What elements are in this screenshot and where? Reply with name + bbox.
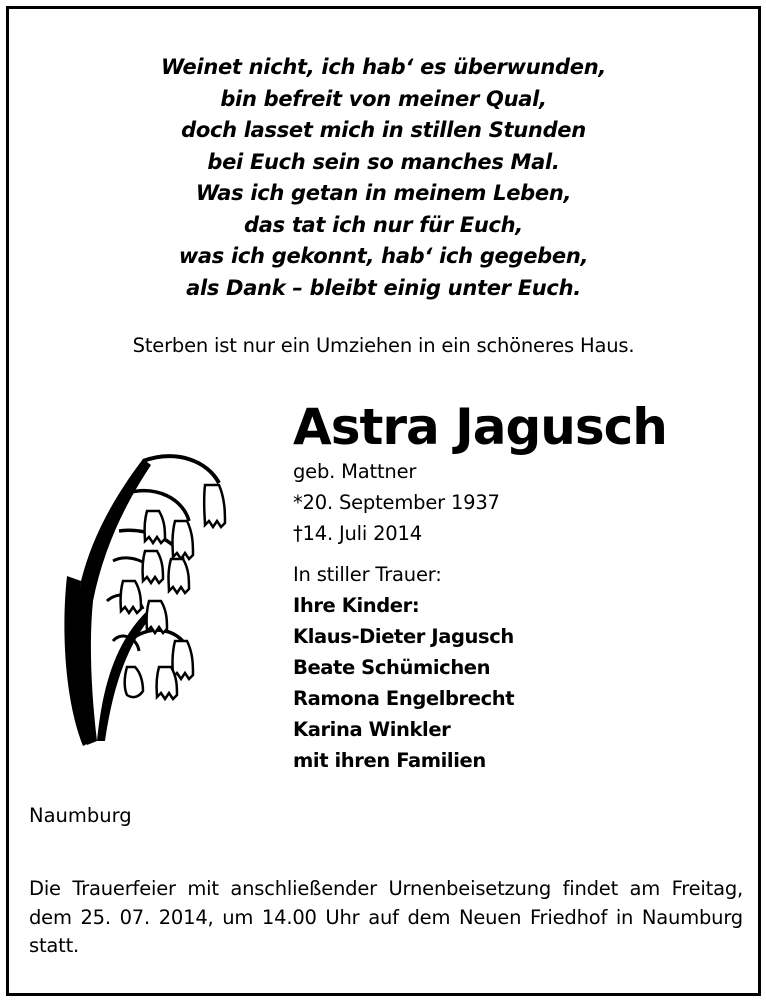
poem-line: bin befreit von meiner Qual, — [220, 86, 547, 111]
mourner-name: Klaus-Dieter Jagusch — [293, 625, 514, 648]
mourners-intro: In stiller Trauer: — [293, 563, 442, 586]
deceased-name: Astra Jagusch — [293, 398, 667, 456]
mourners-closing: mit ihren Familien — [293, 749, 486, 772]
funeral-notice: Die Trauerfeier mit anschließender Urnenbeisetzung findet am Freitag, dem 25. 07. 2014, um 14.00 Uhr auf dem Neuen Friedhof in Naumburg statt. — [29, 877, 743, 957]
lily-of-the-valley-icon — [47, 441, 227, 753]
birth-name: geb. Mattner — [293, 460, 417, 483]
motto: Sterben ist nur ein Umziehen in ein schöneres Haus. — [132, 334, 635, 357]
mourner-name: Karina Winkler — [293, 718, 451, 741]
poem-line: Was ich getan in meinem Leben, — [195, 181, 572, 205]
poem-line: was ich gekonnt, hab‘ ich gegeben, — [178, 244, 589, 268]
mourners-heading: Ihre Kinder: — [293, 594, 420, 617]
deceased-details — [293, 456, 514, 776]
poem-line: als Dank – bleibt einig unter Euch. — [186, 275, 581, 300]
poem-line: bei Euch sein so manches Mal. — [207, 149, 560, 174]
obituary-notice — [6, 6, 761, 996]
poem-line: doch lasset mich in stillen Stunden — [181, 118, 586, 142]
poem — [9, 52, 758, 304]
place-name: Naumburg — [29, 804, 132, 827]
death-date: †14. Juli 2014 — [293, 522, 422, 545]
poem-line: Weinet nicht, ich hab‘ es überwunden, — [160, 55, 607, 79]
mourner-name: Ramona Engelbrecht — [293, 687, 515, 710]
birth-date: *20. September 1937 — [293, 491, 500, 514]
poem-line: das tat ich nur für Euch, — [244, 212, 523, 237]
mourner-name: Beate Schümichen — [293, 656, 491, 679]
